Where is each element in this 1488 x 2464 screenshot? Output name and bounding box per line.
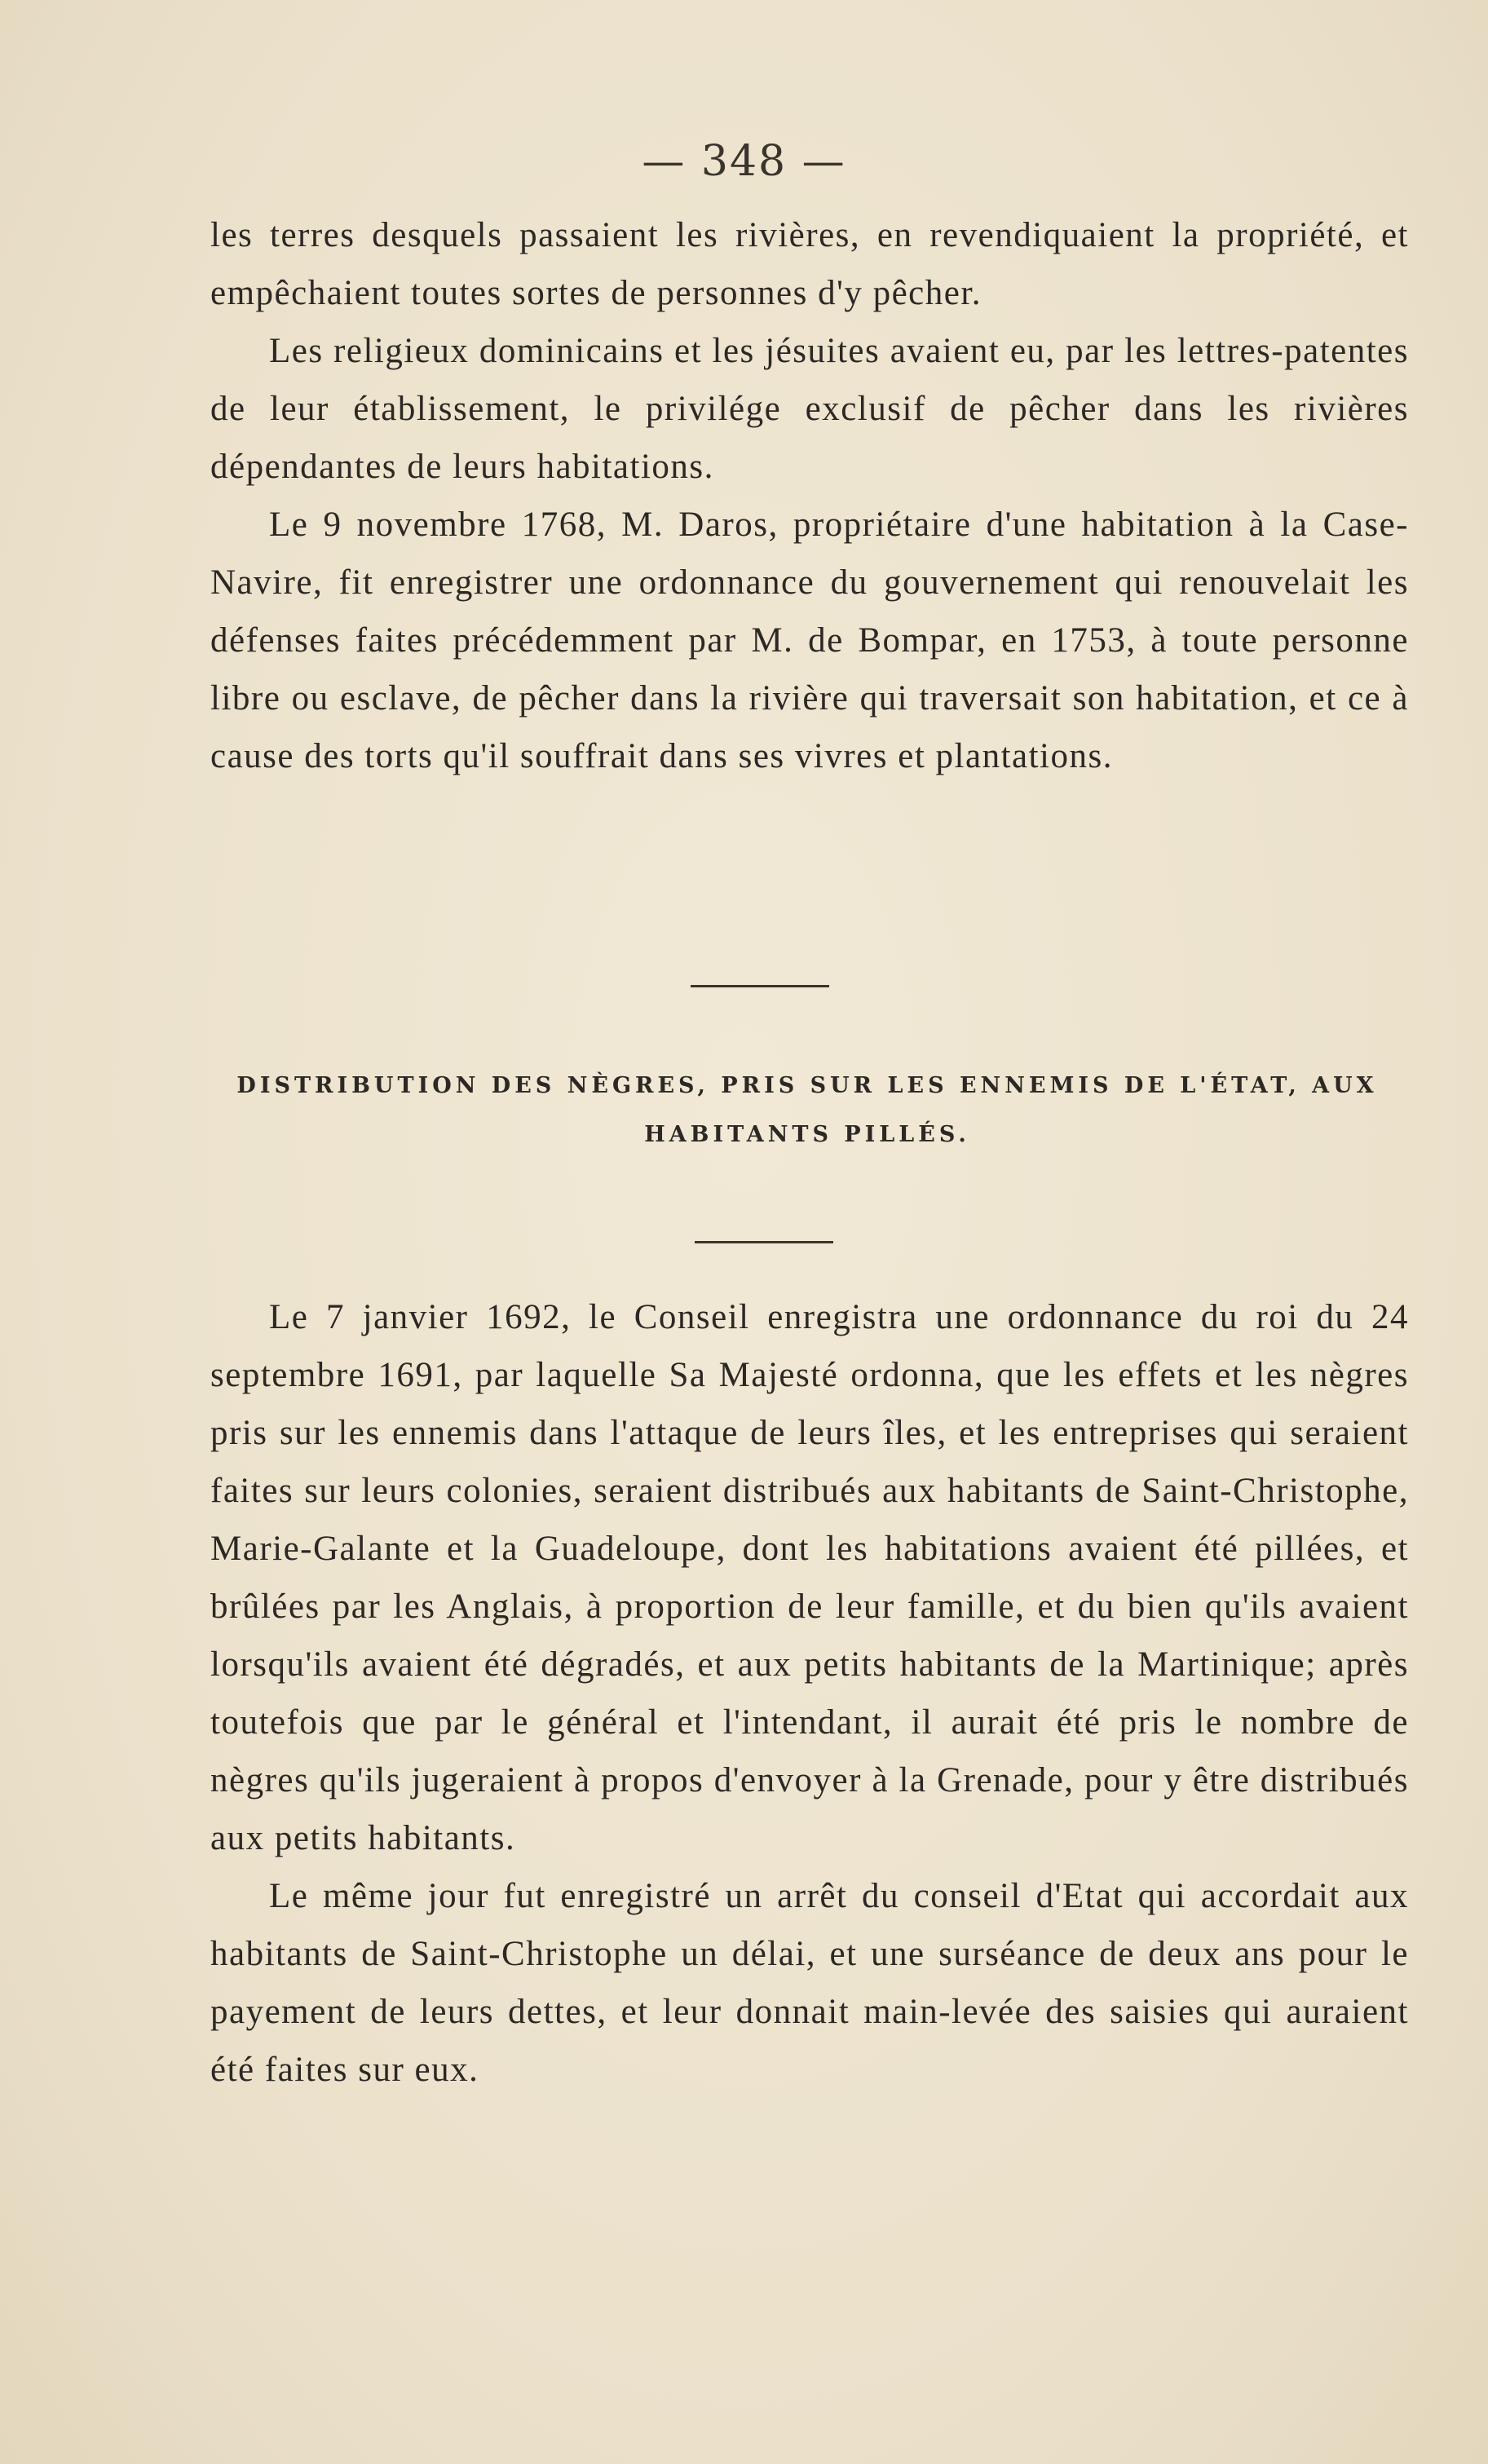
paragraph: Le 7 janvier 1692, le Conseil enregistra une ordonnance du roi du 24 septembre 1691, par laquelle Sa Majesté ordonna, que les effets et les nègres pris sur les ennemis dans l'attaque de leurs îles, et les entreprises qui seraient faites sur leurs colonies, seraient distribués aux habitants de Saint-Christophe, Marie-Galante et la Guadeloupe, dont les habitations avaient été pillées, et brûlées par les Anglais, à proportion de leur famille, et du bien qu'ils avaient lorsqu'ils avaient été dégradés, et aux petits habitants de la Martinique; après toutefois que par le général et l'intendant, il aurait été pris le nombre de nègres qu'ils jugeraient à propos d'envoyer à la Grenade, pour y être distribués aux petits habitants. [210,1298,1409,1857]
bottom-text-block [210,1288,1409,2099]
top-text-block [210,206,1409,785]
section-heading: DISTRIBUTION DES NÈGRES, PRIS SUR LES ENNEMIS DE L'ÉTAT, AUX HABITANTS PILLÉS. [236,1073,1378,1147]
paragraph: Le même jour fut enregistré un arrêt du conseil d'Etat qui accordait aux habitants de Saint-Christophe un délai, et une surséance de deux ans pour le payement de leurs dettes, et leur donnait main-levée des saisies qui auraient été faites sur eux. [210,1877,1409,2089]
page-number: — 348 — [642,137,846,186]
divider-rule [691,985,829,987]
divider-rule [695,1241,833,1243]
paragraph: Les religieux dominicains et les jésuites avaient eu, par les lettres-patentes de leur établissement, le privilége exclusif de pêcher dans les rivières dépendantes de leurs habitations. [210,332,1409,486]
paragraph: Le 9 novembre 1768, M. Daros, propriétaire d'une habitation à la Case-Navire, fit enregistrer une ordonnance du gouvernement qui renouvelait les défenses faites précédemment par M. de Bompar, en 1753, à toute personne libre ou esclave, de pêcher dans la rivière qui traversait son habitation, et ce à cause des torts qu'il souffrait dans ses vivres et plantations. [210,506,1409,775]
paragraph: les terres desquels passaient les rivières, en revendiquaient la propriété, et empêchaient toutes sortes de personnes d'y pêcher. [210,216,1409,312]
